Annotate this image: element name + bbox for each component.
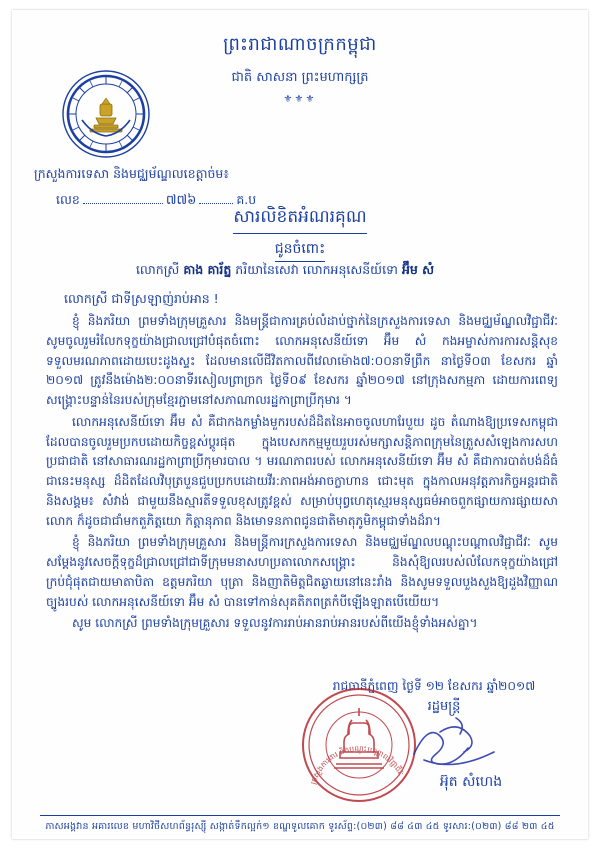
body-paragraph-1: ខ្ញុំ និងភរិយា ព្រមទាំងក្រុមគ្រួសារ និងមន្ត្រីជាការគ្រប់លំដាប់ថ្នាក់នៃក្រសួងការទេសា និងមជ្ឈម័ណ្ឌលវិជ្ជាជីវៈ សូមចូលរួមរំលែកទុក្ខយ៉ាងជ្រាលជ្រៅបំផុតចំពោះ លោកអនុសេនីយ៍ទោ អ៊ឹម សំ កងអម្ចាស់ការការសន្តិសុខ ទទួលមរណភាពដោយបេះដូងស្ទះ ដែលមានលើជីវិតកាលពីវេលាម៉ោង៧:០០នាទីព្រឹក នាថ្ងៃទី០៣ ខែសករ ឆ្នាំ ២០១៧ ត្រូវនឹងម៉ោង២:០០នាទីរសៀលព្រាច្រក ថ្ងៃទី០៩ ខែសករ ឆ្នាំ២០១៧ នៅក្រុងសកម្មភា ដោយការពេទ្យសង្គ្រោះបន្ទាន់នៃរបស់ក្រុមខ្មែរភ្ជាមនៅសភាណាលរដ្ឋកាព្រាប្រីកុមារ ។ — [46, 314, 558, 408]
signature-date: រាជធានីភ្នំពេញ ថ្ងៃទី ១២ ខែសករ ឆ្នាំ២០១៧ — [332, 679, 536, 693]
signatory-title: រដ្ឋមន្ត្រី — [427, 699, 461, 714]
footer-divider — [40, 815, 560, 816]
page-title — [12, 206, 588, 234]
document-number: ៧៧៦ — [165, 192, 197, 208]
dotted-leader-2 — [199, 192, 233, 204]
letter-body — [46, 312, 558, 636]
official-round-stamp-icon — [300, 686, 418, 804]
addressee-line — [12, 262, 558, 281]
body-paragraph-2: លោកអនុសេនីយ៍ទោ អ៊ឹម សំ គឺជាកងកម្លាំងមួករបស់ដ៏ដិតនៃអាចចូលហារែបួយ ដូច តំណាងឱ្យប្រទេសកម្ពុជា ដែលបានចូលរួមប្រកបដោយកិច្ចខ្ពស់ប្តូរផុត ក្នុងបេសកកម្មមួយរួបរស់មក្សាសន្តិភាពក្រុមនៃត្រួសសំឡេងការសហប្រជាជាតិ នៅសាធារណរដ្ឋកាព្រាប្រីកុមារបាល ។ មរណភាពរបស់ លោកអនុសេនីយ៍ទោ អ៊ឹម សំ គឺជាការបាត់បង់ដ៏ធំជានេះមនុស្ស ដ៏ដិតដែលវិបុត្របួនជួបប្រកបដោយវីរ:ភាពអង់អាចក្លាហាន ជោះមុត ក្នុងកាលអនុវត្តភារកិច្ចអន្តរជាតិនិងសង្គម៖ សំវាង់ ជាមួយនឹងស្មារតីទទួលខុសត្រូវខ្ពស់ សម្រាប់បុព្វហេតុស្មេរមនុស្សធម៌អាចពួកផ្សាយការផ្សាយសាលោក ក៏ដូចជាជាំមកតួភិត្តយោ កិត្តានុភាព និងមោទនភាពជូនជាតិមាតុភូមិកម្ពុជាទាំងដ៏រា។ — [46, 414, 558, 528]
dotted-leader-1 — [83, 192, 163, 204]
addressee-prefix: លោកស្រី — [135, 262, 184, 277]
svg-text:ក្រសួងការងារ និងបណ្តុះបណ្តាលវិ: ក្រសួងការងារ និងបណ្តុះបណ្តាលវិជ្ជាជីវៈ — [308, 743, 406, 786]
page-subtitle-text: ជូនចំពោះ — [275, 239, 326, 262]
page-title-text: សារលិខិតអំណរគុណ — [233, 206, 366, 234]
body-paragraph-3: ខ្ញុំ និងភរិយា ព្រមទាំងក្រុមគ្រួសារ និងមន្ត្រីការក្រសួងការទេសា និងមជ្ឈម័ណ្ឌលបណ្តុះបណ្តាលវិជ្ជាជីវៈ សូមសម្តែងនូវសេចក្តីទុក្ខដ៏ជ្រាលជ្រៅជាទីក្រុមមនាសហប្រតាលោកសង្គ្រោះ និងសុំឱ្យលរបស់លំលែកទុក្ខយ៉ាងជ្រៅក្រប់ជុំផុតជាយមាតាបិតា ឧត្តមភរិយា បុត្រា និងញាតិមិត្តជិតឆ្ងាយនៅនេះរាំង និងសូមទទួលបួងសួងឱ្យដួងវិញ្ញាណច្បូងរបស់ លោកអនុសេនីយ៍ទោ អ៊ឹម សំ បានទៅកាន់សុគតិភពត្រកំបីឡើងឡាតបើយើយ។ — [46, 535, 558, 609]
page-subtitle — [12, 239, 588, 262]
addressee-middle: ភរិយានៃសេវា លោកអនុសេនីយ៍ទោ — [231, 262, 402, 277]
royal-emblem-icon — [60, 68, 152, 160]
signature-scribble-icon — [404, 710, 514, 780]
footer-contact: ភាសអង្គវាន អគារលេខ មហាវិថីសហព័ន្ធរុស្ស៊ី សង្កាត់ទឹកល្អក់១ ខណ្ឌទូលគោក ទូរស័ព្ទ:(០២៣) ៨៨ ៤៣ ៤៥ ទូរសារ:(០២៣) ៨៨ ២៣ ៤៥ — [45, 821, 555, 832]
addressee-name: គាង គារ័ត្ន — [183, 262, 232, 277]
signatory-name: អ៊ុត សំហេង — [439, 774, 503, 790]
salutation: លោកស្រី ជាទីស្រឡាញ់រាប់អាន ! — [64, 291, 219, 306]
kingdom-title: ព្រះរាជាណាចក្រកម្ពុជា — [223, 34, 377, 55]
number-label: លេខ — [56, 191, 80, 207]
ministry-name: ក្រសួងការទេសា និងមជ្ឈម័ណ្ឌលខេត្តាច់ម៖ — [34, 166, 229, 181]
paper-sheet — [12, 10, 588, 839]
body-paragraph-4: សូម លោកស្រី ព្រមទាំងក្រុមគ្រួសារ ទទួលនូវការរាប់អានរាប់អានរបស់ពីយើងខ្ញុំទាំងអស់គ្នា។ — [72, 616, 478, 631]
deceased-name: អ៊ឹម សំ — [401, 262, 435, 277]
number-suffix: គ.ប — [236, 191, 257, 207]
national-motto: ជាតិ សាសនា ព្រះមហាក្សត្រ — [231, 70, 369, 85]
ornament-divider: ⚜⚜⚜ — [283, 94, 317, 105]
